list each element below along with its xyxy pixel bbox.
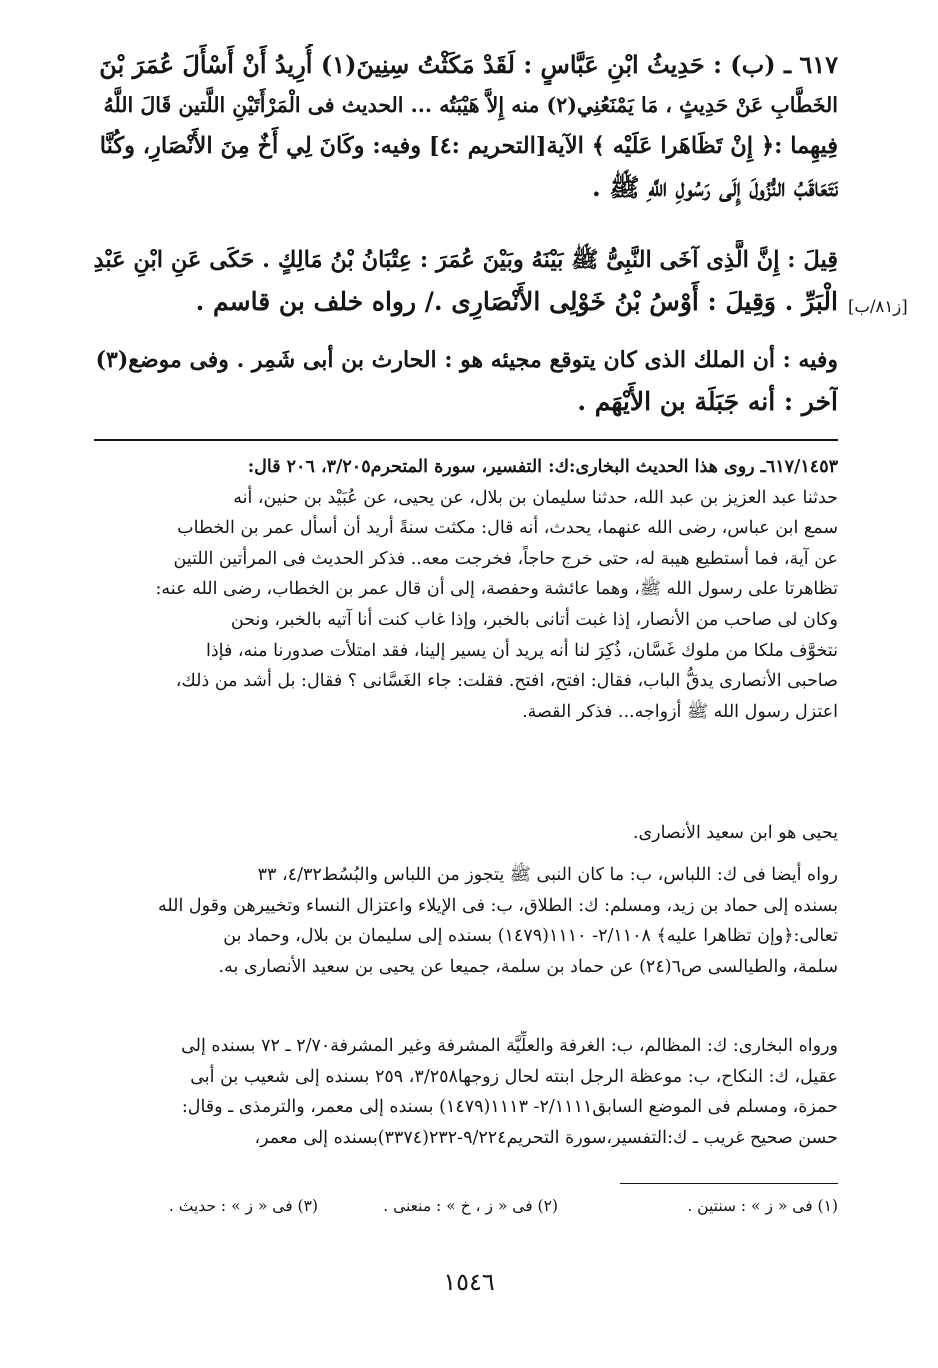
rawahu-line: سلمة، والطيالسى ص٦(٢٤) عن حماد بن سلمة، جميعا عن يحيى بن سعيد الأنصارى به.: [218, 956, 838, 977]
wafihi-paragraph: [94, 340, 838, 422]
main-line: فِيهِما :﴿ إِنْ تَظَاهَرا عَلَيْه ﴾ الآية[التحريم :٤] وفيه: وكَانَ لِي أَخٌ مِنَ الأَنْصَارِ، وكُنَّا: [99, 133, 838, 159]
commentary-line: سمع ابن عباس، رضى الله عنهما، يحدث، أنه قال: مكثت سنةً أريد أن أسأل عمر بن الخطاب: [177, 518, 838, 539]
commentary-line: عن آية، فما أستطيع هيبة له، حتى خرج حاجاً، فخرجت معه.. فذكر الحديث فى المرأتين اللتين: [173, 548, 838, 569]
bukhari-line: حسن صحيح غريب ـ ك:التفسير،سورة التحريم٩/٢٢٤-٢٣٢(٣٣٧٤)بسنده إلى معمر،: [254, 1127, 838, 1148]
commentary-line: وكان لى صاحب من الأنصار، إذا غبت أتانى بالخبر، وإذا غاب كنت أنا آتيه بالخبر، ونحن: [230, 609, 838, 630]
margin-manuscript-ref: [ز٨١/ب]: [848, 297, 908, 316]
page-number: ١٥٤٦: [443, 1268, 495, 1296]
main-line: الخَطَّابِ عَنْ حَدِيثٍ ، مَا يَمْنَعُنِي(٢) منه إِلاَّ هَيْبَتُه ... الحديث فى الْمَرْأَتَيْنِ اللَّتين قَالَ اللَّهُ: [103, 93, 838, 117]
wafihi-line: آخر : أنه جَبَلَة بن الأَيْهَم .: [577, 387, 838, 416]
footnote-2: (٢) فى « ز ، خ » : منعنى .: [383, 1197, 558, 1215]
separator-rule: [94, 439, 838, 441]
commentary-line: صاحبى الأنصارى يدقُّ الباب، فقال: افتح، افتح. فقلت: جاء الغَسَّانى ؟ فقال: بل أشد من ذلك،: [175, 671, 838, 692]
main-line: نَتَعَاقَبُ النُّزُولَ إِلَى رَسُولِ اللَّهِ ﷺ .: [591, 173, 838, 202]
commentary-line: تظاهرتا على رسول الله ﷺ، وهما عائشة وحفصة، إلى أن قال عمر بن الخطاب، رضى الله عنه:: [155, 579, 838, 600]
bukhari-line: عقيل، ك: النكاح، ب: موعظة الرجل ابنته لحال زوجها٣/٢٥٨، ٢٥٩ بسنده إلى شعيب بن أبى: [190, 1066, 838, 1087]
commentary-line: نتخوَّف ملكا من ملوك غَسَّان، ذُكِرَ لنا أنه يريد أن يسير إلينا، فقد امتلأت صدورنا منه، فإذا: [205, 640, 838, 661]
bukhari-line: ورواه البخارى: ك: المظالم، ب: الغرفة والعلِّيَّة المشرفة وغير المشرفة٢/٧٠ ـ ٧٢ بسنده إلى: [181, 1036, 838, 1056]
rawahu-line: بسنده إلى حماد بن زيد، ومسلم: ك: الطلاق، ب: فى الإيلاء واعتزال النساء وتخييرهن وقول الله: [157, 895, 838, 916]
qila-paragraph: [94, 240, 838, 322]
yahya-line: يحيى هو ابن سعيد الأنصارى.: [632, 823, 838, 843]
commentary-block: [94, 452, 838, 727]
yahya-note: [94, 818, 838, 849]
footnote-1: (١) فى « ز » : سنتين .: [687, 1197, 838, 1215]
rawahu-paragraph: [94, 860, 838, 982]
main-line: ٦١٧ ـ (ب) : حَدِيثُ ابْنِ عَبَّاسٍ : لَقَدْ مَكَثْتُ سِنِينَ(١) أُرِيدُ أَنْ أَسْأَلَ عُمَرَ بْنَ: [99, 50, 838, 79]
bukhari-paragraph: [94, 1031, 838, 1153]
bukhari-line: حمزة، ومسلم فى الموضع السابق٢/١١١١- ١١١٣(١٤٧٩) بسنده إلى معمر، والترمذى ـ وقال:: [181, 1097, 838, 1118]
rawahu-line: رواه أيضا فى ك: اللباس، ب: ما كان النبى ﷺ يتجوز من اللباس والبُسُط٤/٣٢، ٣٣: [257, 865, 838, 885]
wafihi-line: وفيه : أن الملك الذى كان يتوقع مجيئه هو : الحارث بن أبى شَمِر . وفى موضع(٣): [95, 347, 838, 373]
hadith-main-text: [94, 44, 838, 208]
footnote-3: (٣) فى « ز » : حديث .: [168, 1197, 318, 1215]
commentary-heading: ٦١٧/١٤٥٣ـ روى هذا الحديث البخارى:ك: التفسير، سورة المتحرم٣/٢٠٥، ٢٠٦ قال:: [247, 457, 838, 477]
rawahu-line: تعالى:﴿وإن تظاهرا عليه﴾ ٢/١١٠٨- ١١١٠(١٤٧٩) بسنده إلى سليمان بن بلال، وحماد بن: [223, 926, 838, 947]
qila-line: قِيلَ : إِنَّ الَّذِى آخَى النَّبِىُّ ﷺ بَيْنَهُ وبَيْنَ عُمَرَ : عِتْبَانُ بْنُ مَالِكٍ . حَكَى عَنِ ابْنِ عَبْدِ: [94, 247, 838, 273]
footnote-rule: [620, 1183, 838, 1184]
commentary-line: اعتزل رسول الله ﷺ أزواجه... فذكر القصة.: [522, 701, 838, 722]
qila-line: الْبَرِّ . وَقِيلَ : أَوْسُ بْنُ خَوْلِى الأَنْصَارِى ./ رواه خلف بن قاسم .: [195, 287, 838, 316]
commentary-line: حدثنا عبد العزيز بن عبد الله، حدثنا سليمان بن بلال، عن يحيى، عن عُبَيْد بن حنين، أنه: [233, 487, 838, 508]
